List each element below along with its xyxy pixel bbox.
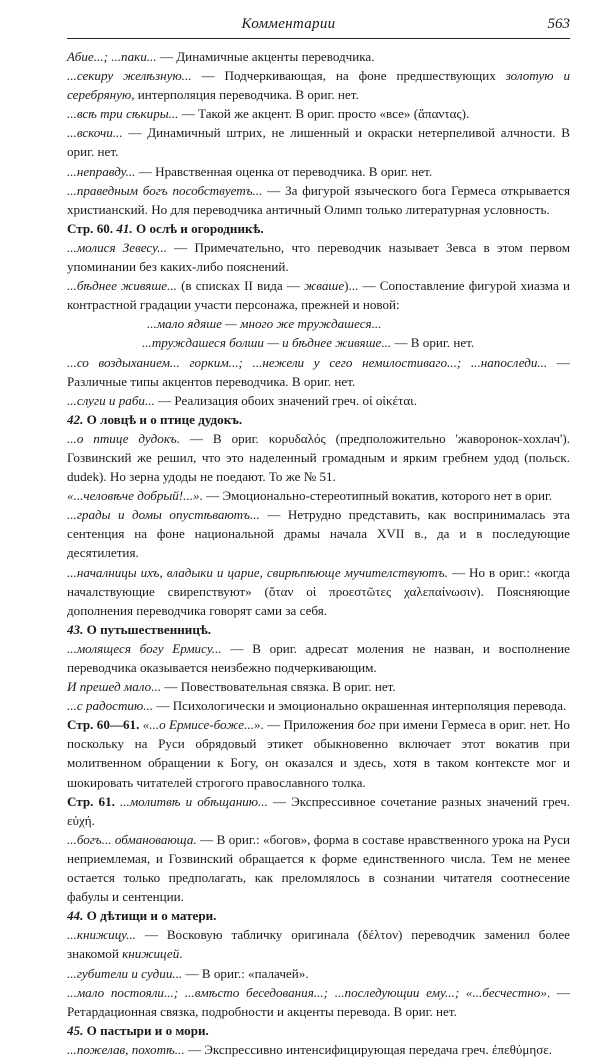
quoted-phrase: Абие...; ...паки... xyxy=(67,49,157,64)
commentary-text: — Психологически и эмоционально окрашенная интерполяция перевода. xyxy=(153,698,567,714)
page-reference: Стр. 61. xyxy=(67,793,120,809)
fable-number: 44. xyxy=(67,908,84,924)
quoted-phrase: ...бѣднее живяше... xyxy=(67,278,177,294)
quoted-phrase: золотую и серебряную xyxy=(67,68,570,103)
commentary-paragraph xyxy=(67,391,570,410)
quoted-phrase: И прешед мало... xyxy=(67,679,162,695)
commentary-paragraph xyxy=(67,696,570,715)
header-title: Комментарии xyxy=(241,16,336,32)
commentary-paragraph xyxy=(67,353,570,391)
quoted-phrase: ...пожелав, похотѣ... xyxy=(67,1041,185,1057)
commentary-paragraph xyxy=(67,563,570,620)
commentary-text: — Но в ориг.: «когда началствующие свирепствуют» (ὅταν οἱ προεστῶτες χαλεπαίνωσιν). Поясняющие дополнения переводчика говорят сами за себя. xyxy=(67,564,570,618)
quoted-phrase: ...мало ядяше — много же труждашеся... xyxy=(147,316,382,332)
commentary-text: — В ориг. адресат моления не назван, и восполнение переводчика оказывается неизбежно подчеркивающим. xyxy=(67,640,570,675)
fable-title: О дѣтищи и о матери. xyxy=(83,908,217,924)
quoted-phrase: ...слуги и раби... xyxy=(67,392,155,408)
quoted-phrase: ...всѣ три сѣкиры... xyxy=(67,106,179,122)
quoted-phrase: ...молися Зевесу... xyxy=(67,239,167,255)
commentary-paragraph xyxy=(67,162,570,181)
quoted-phrase: ...богъ... обмановающа. xyxy=(67,831,197,847)
verse-line xyxy=(67,314,570,333)
quoted-phrase: ...грады и домы опустѣваютъ... xyxy=(67,507,260,523)
commentary-paragraph xyxy=(67,677,570,696)
commentary-paragraph xyxy=(67,983,570,1021)
commentary-text: — Восковую табличку оригинала (δέλτον) переводчик заменил более знакомой xyxy=(67,927,570,962)
commentary-text: — Экспрессивное сочетание разных значений греч. εὐχή. xyxy=(67,793,570,828)
commentary-text: — Подчеркивающая, на фоне предшествующих xyxy=(191,68,506,84)
quoted-phrase: ...неправду... xyxy=(67,163,136,179)
quoted-phrase: «...человѣче добрый!...» xyxy=(67,488,200,504)
quoted-phrase: ...началницы ихъ, владыки и царие, свирѣпѣюще мучителствуютъ. xyxy=(67,564,448,580)
commentary-text: . xyxy=(179,946,183,962)
quoted-phrase: ...вскочи... xyxy=(67,125,123,141)
commentary-paragraph xyxy=(67,181,570,219)
commentary-paragraph xyxy=(67,276,570,314)
quoted-phrase: ...губители и судии... xyxy=(67,965,183,981)
commentary-text: — В ориг.: «палачей». xyxy=(182,965,309,981)
quoted-phrase: ...о птице дудокъ. xyxy=(67,430,181,446)
commentary-text: — В ориг.: «богов», форма в составе нравственного урока на Руси неприемлемая, и Гозвинский обращается к форме единственного числа. Тем не менее остается только предполагать, как преломлялось в сознании читателя соотнесение фабулы и сентенции. xyxy=(67,831,570,905)
fable-title: О пастыри и о мори. xyxy=(83,1022,209,1038)
commentary-text: , интерполяция переводчика. В ориг. нет. xyxy=(131,87,359,103)
commentary-paragraph xyxy=(67,429,570,486)
fable-title: О ослѣ и огородникѣ. xyxy=(132,220,264,236)
commentary-paragraph xyxy=(67,66,570,104)
quoted-phrase: книжицей xyxy=(122,946,180,962)
quoted-phrase: бог xyxy=(357,717,376,733)
commentary-text: — Повествовательная связка. В ориг. нет. xyxy=(161,679,396,695)
commentary-paragraph xyxy=(67,925,570,963)
commentary-text: — Экспрессивно интенсифицирующая передача греч. ἐπεθύμησε. xyxy=(184,1041,553,1057)
running-header xyxy=(67,0,570,39)
quoted-phrase: ...молитвѣ и обѣщанию... xyxy=(120,793,268,809)
commentary-text: (в списках II вида — xyxy=(176,278,305,294)
fable-number: 42. xyxy=(67,411,84,427)
commentary-paragraph xyxy=(67,1040,570,1059)
fable-heading xyxy=(67,620,570,639)
commentary-text: — Такой же акцент. В ориг. просто «все» (ἅπαντας). xyxy=(178,106,470,122)
commentary-body xyxy=(67,47,570,1059)
quoted-phrase: ...молящеся богу Ермису... xyxy=(67,640,222,656)
quoted-phrase: ...со воздыханием... горким...; ...нежели у сего немилостиваго...; ...напоследи... xyxy=(67,354,548,370)
commentary-paragraph xyxy=(67,505,570,562)
commentary-paragraph xyxy=(67,123,570,161)
commentary-text: — Различные типы акцентов переводчика. В ориг. нет. xyxy=(67,354,570,389)
verse-line xyxy=(67,333,570,352)
fable-title: О путьшественницѣ. xyxy=(83,621,212,637)
commentary-paragraph xyxy=(67,104,570,123)
commentary-text: — В ориг. нет. xyxy=(391,335,475,351)
commentary-text: — За фигурой языческого бога Гермеса открывается христианский. Но для переводчика античный Олимп только литературная условность. xyxy=(67,182,570,217)
fable-number: 43. xyxy=(67,621,84,637)
fable-title: О ловцѣ и о птице дудокъ. xyxy=(83,411,243,427)
page-reference: Стр. 60. xyxy=(67,220,117,236)
quoted-phrase: ...праведным богъ пособствуетъ... xyxy=(67,182,263,198)
quoted-phrase: ...труждашеся болши — и бѣднее живяше... xyxy=(142,335,392,351)
commentary-paragraph xyxy=(67,792,570,830)
fable-heading xyxy=(67,906,570,925)
quoted-phrase: ...мало постояли...; ...вмѣсто беседования...; ...последующии ему...; «...бесчестно» xyxy=(67,984,547,1000)
commentary-text: . — Приложения xyxy=(260,717,358,733)
commentary-text: при имени Гермеса в ориг. нет. Но поскольку на Руси обрядовый этикет обыкновенно включает этот вокатив при молитвенном обращении к Богу, он оказался и здесь, хотя в таком контексте мог и шокировать читателей строгого православного толка. xyxy=(67,717,570,790)
quoted-phrase: жваше xyxy=(304,278,345,294)
commentary-paragraph xyxy=(67,47,570,66)
commentary-text: — Динамичные акценты переводчика. xyxy=(156,49,375,64)
commentary-paragraph xyxy=(67,830,570,906)
quoted-phrase: «...о Ермисе-боже...» xyxy=(142,717,261,733)
commentary-paragraph xyxy=(67,639,570,677)
commentary-text: — Нетрудно представить, как воспринималась эта сентенция на фоне национальной драмы начала XVII в., да и в последующие десятилетия. xyxy=(67,507,570,561)
fable-number: 45. xyxy=(67,1022,84,1038)
commentary-text: — Нравственная оценка от переводчика. В ориг. нет. xyxy=(135,163,433,179)
quoted-phrase: ...секиру желѣзную... xyxy=(67,68,192,84)
commentary-text: — Динамичный штрих, не лишенный и окраски нетерпеливой алчности. В ориг. нет. xyxy=(67,125,570,160)
fable-heading xyxy=(67,219,570,238)
commentary-text: . — Ретардационная связка, подробности и акценты перевода. В ориг. нет. xyxy=(67,984,570,1019)
commentary-text: )... — Сопоставление фигурой хиазма и контрастной градации участи персонажа, прежней и новой: xyxy=(67,278,570,313)
commentary-text: — Реализация обоих значений греч. οἱ οἰκέται. xyxy=(154,392,417,408)
commentary-paragraph xyxy=(67,486,570,505)
page-number: 563 xyxy=(547,16,570,32)
page-reference: Стр. 60—61. xyxy=(67,717,143,733)
fable-number: 41. xyxy=(116,220,133,236)
commentary-text: . — Эмоционально-стереотипный вокатив, которого нет в ориг. xyxy=(199,488,553,504)
fable-heading xyxy=(67,410,570,429)
commentary-paragraph xyxy=(67,238,570,276)
fable-heading xyxy=(67,1021,570,1040)
commentary-paragraph xyxy=(67,964,570,983)
commentary-text: — В ориг. κορυδαλός (предположительно 'жаворонок-хохлач'). Гозвинский же решил, что это наделенный громадным и ярким гребнем удод (польск. dudek). Но зерна удоды не поедают. То же № 51. xyxy=(67,430,570,485)
quoted-phrase: ...с радостию... xyxy=(67,698,154,714)
commentary-paragraph xyxy=(67,715,570,791)
quoted-phrase: ...книжицу... xyxy=(67,927,136,943)
commentary-text: — Примечательно, что переводчик называет Зевса в этом первом упоминании без каких-либо пояснений. xyxy=(67,239,570,275)
